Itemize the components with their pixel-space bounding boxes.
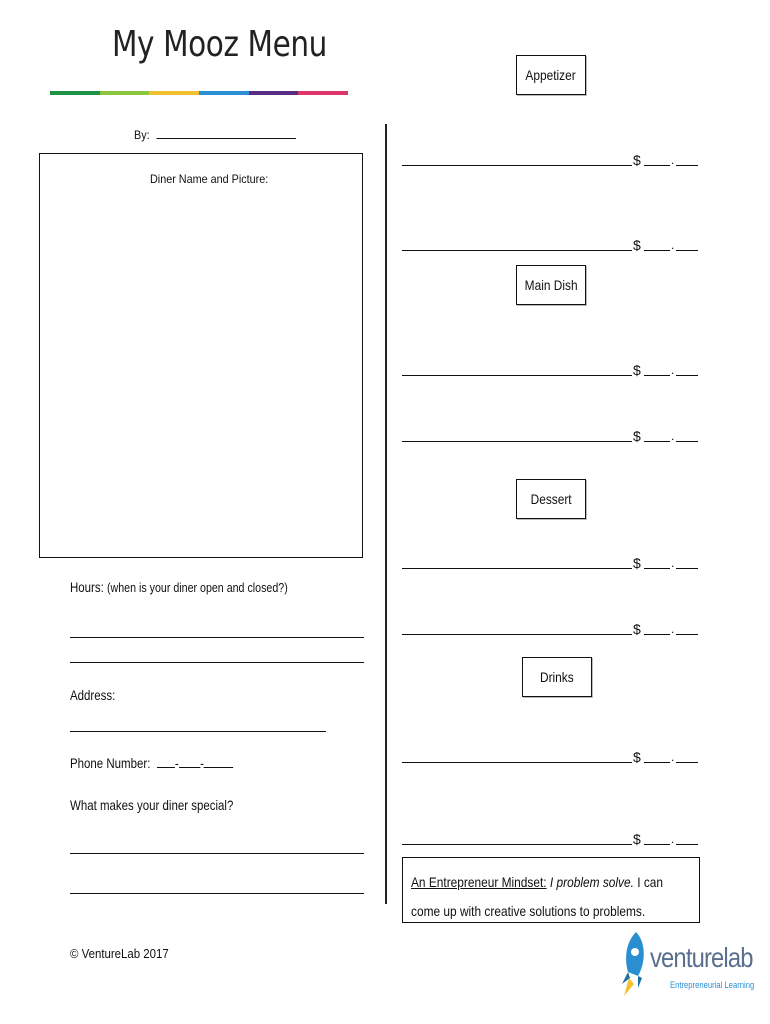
price-dollars-line[interactable] xyxy=(644,250,670,251)
price-cents-line[interactable] xyxy=(676,568,698,569)
decimal-point: . xyxy=(671,622,675,636)
stripe-lime xyxy=(100,91,150,95)
price-dollars-line[interactable] xyxy=(644,762,670,763)
mindset-emphasis: I problem solve. xyxy=(549,874,634,890)
currency-symbol: $ xyxy=(633,621,641,637)
decimal-point: . xyxy=(671,750,675,764)
item-name-line[interactable] xyxy=(402,165,632,166)
hours-line-2[interactable] xyxy=(70,662,364,663)
price-cents-line[interactable] xyxy=(676,165,698,166)
menu-item-row[interactable] xyxy=(402,555,698,569)
price-dollars-line[interactable] xyxy=(644,375,670,376)
decimal-point: . xyxy=(671,363,675,377)
currency-symbol: $ xyxy=(633,749,641,765)
drinks-box xyxy=(522,657,592,697)
decimal-point: . xyxy=(671,238,675,252)
price-cents-line[interactable] xyxy=(676,762,698,763)
address-label: Address: xyxy=(70,687,116,703)
menu-item-row[interactable] xyxy=(402,152,698,166)
price-cents-line[interactable] xyxy=(676,844,698,845)
special-line-1[interactable] xyxy=(70,853,364,854)
main-dish-label: Main Dish xyxy=(524,277,578,293)
rocket-icon xyxy=(616,928,652,1000)
item-name-line[interactable] xyxy=(402,375,632,376)
price-dollars-line[interactable] xyxy=(644,568,670,569)
currency-symbol: $ xyxy=(633,428,641,444)
stripe-green xyxy=(50,91,100,95)
price-cents-line[interactable] xyxy=(676,250,698,251)
main-dish-box xyxy=(516,265,586,305)
phone-prefix-field[interactable] xyxy=(179,755,200,768)
phone-line-field[interactable] xyxy=(204,755,234,768)
page-title: My Mooz Menu xyxy=(112,24,327,65)
item-name-line[interactable] xyxy=(402,762,632,763)
menu-item-row[interactable] xyxy=(402,428,698,442)
item-name-line[interactable] xyxy=(402,844,632,845)
mindset-text xyxy=(411,868,683,926)
phone-row xyxy=(70,755,233,771)
phone-sep-1: - xyxy=(174,755,179,771)
drinks-label: Drinks xyxy=(540,669,574,685)
special-line-2[interactable] xyxy=(70,893,364,894)
phone-label: Phone Number: xyxy=(70,755,151,771)
column-divider xyxy=(385,124,387,904)
price-dollars-line[interactable] xyxy=(644,441,670,442)
address-line[interactable] xyxy=(70,731,326,732)
phone-sep-2: - xyxy=(200,755,204,771)
currency-symbol: $ xyxy=(633,831,641,847)
hours-heading xyxy=(70,579,288,595)
appetizer-box xyxy=(516,55,586,95)
price-cents-line[interactable] xyxy=(676,634,698,635)
decimal-point: . xyxy=(671,556,675,570)
item-name-line[interactable] xyxy=(402,634,632,635)
diner-picture-box[interactable] xyxy=(39,153,363,558)
price-dollars-line[interactable] xyxy=(644,844,670,845)
currency-symbol: $ xyxy=(633,237,641,253)
menu-item-row[interactable] xyxy=(402,749,698,763)
appetizer-label: Appetizer xyxy=(525,67,577,83)
picture-label: Diner Name and Picture: xyxy=(150,172,269,186)
logo-tagline: Entrepreneurial Learning xyxy=(670,980,755,990)
mindset-rest: I can come up with creative solutions to problems. xyxy=(411,874,664,919)
mindset-label: An Entrepreneur Mindset: xyxy=(411,874,547,890)
venturelab-logo xyxy=(616,928,766,1000)
stripe-pink xyxy=(298,91,348,95)
color-stripe xyxy=(50,91,348,95)
menu-item-row[interactable] xyxy=(402,831,698,845)
decimal-point: . xyxy=(671,832,675,846)
by-line xyxy=(134,128,296,142)
stripe-yellow xyxy=(149,91,199,95)
price-dollars-line[interactable] xyxy=(644,634,670,635)
menu-item-row[interactable] xyxy=(402,362,698,376)
price-cents-line[interactable] xyxy=(676,375,698,376)
dessert-label: Dessert xyxy=(530,491,572,507)
author-field[interactable] xyxy=(156,128,296,139)
mindset-box xyxy=(402,857,700,923)
hours-line-1[interactable] xyxy=(70,637,364,638)
decimal-point: . xyxy=(671,153,675,167)
item-name-line[interactable] xyxy=(402,568,632,569)
currency-symbol: $ xyxy=(633,362,641,378)
currency-symbol: $ xyxy=(633,555,641,571)
item-name-line[interactable] xyxy=(402,250,632,251)
dessert-box xyxy=(516,479,586,519)
menu-item-row[interactable] xyxy=(402,237,698,251)
phone-area-field[interactable] xyxy=(157,755,175,768)
copyright: © VentureLab 2017 xyxy=(70,946,169,961)
hours-hint: (when is your diner open and closed?) xyxy=(107,580,288,595)
hours-label: Hours: xyxy=(70,579,104,595)
stripe-blue xyxy=(199,91,249,95)
logo-name: venturelab xyxy=(650,942,753,973)
special-label: What makes your diner special? xyxy=(70,797,234,813)
item-name-line[interactable] xyxy=(402,441,632,442)
price-cents-line[interactable] xyxy=(676,441,698,442)
decimal-point: . xyxy=(671,429,675,443)
stripe-purple xyxy=(249,91,299,95)
menu-item-row[interactable] xyxy=(402,621,698,635)
currency-symbol: $ xyxy=(633,152,641,168)
price-dollars-line[interactable] xyxy=(644,165,670,166)
by-label: By: xyxy=(134,128,150,142)
